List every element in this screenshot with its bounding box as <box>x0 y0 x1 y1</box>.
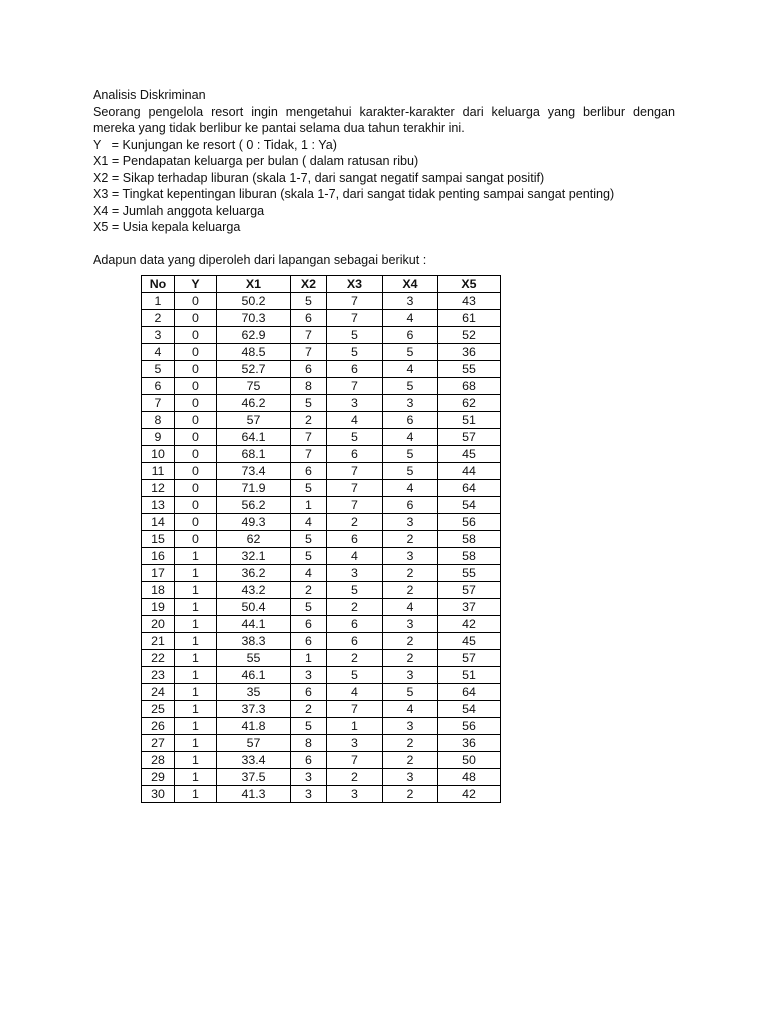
cell-x3: 6 <box>327 616 383 633</box>
cell-x4: 3 <box>383 718 438 735</box>
cell-no: 18 <box>142 582 175 599</box>
cell-no: 14 <box>142 514 175 531</box>
cell-x4: 2 <box>383 735 438 752</box>
cell-x5: 51 <box>438 412 501 429</box>
cell-x4: 3 <box>383 616 438 633</box>
definition-y: Y = Kunjungan ke resort ( 0 : Tidak, 1 : Ya) <box>93 137 337 152</box>
cell-y: 0 <box>175 361 217 378</box>
cell-x5: 48 <box>438 769 501 786</box>
cell-x1: 33.4 <box>217 752 291 769</box>
cell-x4: 2 <box>383 531 438 548</box>
cell-x5: 45 <box>438 446 501 463</box>
table-row <box>142 429 501 446</box>
cell-x3: 1 <box>327 718 383 735</box>
cell-x3: 2 <box>327 514 383 531</box>
cell-x5: 44 <box>438 463 501 480</box>
cell-x3: 3 <box>327 395 383 412</box>
table-header-row <box>142 276 501 293</box>
cell-x3: 6 <box>327 361 383 378</box>
cell-x5: 57 <box>438 429 501 446</box>
cell-x2: 6 <box>291 463 327 480</box>
definition-x4: X4 = Jumlah anggota keluarga <box>93 203 265 218</box>
table-row <box>142 514 501 531</box>
cell-x4: 2 <box>383 752 438 769</box>
document-text <box>93 87 675 269</box>
cell-y: 1 <box>175 582 217 599</box>
cell-x1: 36.2 <box>217 565 291 582</box>
table-row <box>142 548 501 565</box>
cell-x4: 5 <box>383 446 438 463</box>
cell-x4: 2 <box>383 633 438 650</box>
cell-x1: 50.4 <box>217 599 291 616</box>
cell-x4: 4 <box>383 361 438 378</box>
cell-no: 20 <box>142 616 175 633</box>
cell-x5: 52 <box>438 327 501 344</box>
cell-x2: 5 <box>291 480 327 497</box>
cell-x5: 50 <box>438 752 501 769</box>
cell-x1: 56.2 <box>217 497 291 514</box>
cell-x1: 50.2 <box>217 293 291 310</box>
cell-x2: 6 <box>291 684 327 701</box>
cell-x5: 55 <box>438 361 501 378</box>
cell-x5: 61 <box>438 310 501 327</box>
cell-no: 16 <box>142 548 175 565</box>
cell-x2: 8 <box>291 735 327 752</box>
cell-x4: 5 <box>383 344 438 361</box>
cell-no: 30 <box>142 786 175 803</box>
cell-x4: 3 <box>383 548 438 565</box>
definition-x1: X1 = Pendapatan keluarga per bulan ( dalam ratusan ribu) <box>93 154 419 168</box>
header-y: Y <box>175 276 217 293</box>
table-row <box>142 344 501 361</box>
cell-y: 1 <box>175 752 217 769</box>
cell-x4: 4 <box>383 429 438 446</box>
cell-y: 1 <box>175 565 217 582</box>
cell-no: 27 <box>142 735 175 752</box>
cell-x5: 56 <box>438 514 501 531</box>
cell-x4: 2 <box>383 650 438 667</box>
table-row <box>142 361 501 378</box>
cell-x2: 6 <box>291 361 327 378</box>
table-row <box>142 412 501 429</box>
cell-x2: 5 <box>291 599 327 616</box>
cell-x2: 7 <box>291 429 327 446</box>
cell-x5: 64 <box>438 684 501 701</box>
cell-x2: 4 <box>291 565 327 582</box>
cell-x4: 5 <box>383 684 438 701</box>
header-x2: X2 <box>291 276 327 293</box>
cell-x4: 3 <box>383 667 438 684</box>
header-no: No <box>142 276 175 293</box>
cell-x4: 4 <box>383 480 438 497</box>
cell-x5: 37 <box>438 599 501 616</box>
cell-x3: 3 <box>327 735 383 752</box>
cell-no: 1 <box>142 293 175 310</box>
table-row <box>142 786 501 803</box>
cell-x3: 5 <box>327 327 383 344</box>
cell-no: 21 <box>142 633 175 650</box>
cell-x3: 5 <box>327 344 383 361</box>
cell-no: 25 <box>142 701 175 718</box>
cell-x4: 5 <box>383 378 438 395</box>
cell-x3: 4 <box>327 548 383 565</box>
table-row <box>142 599 501 616</box>
cell-x4: 3 <box>383 514 438 531</box>
table-row <box>142 378 501 395</box>
cell-y: 0 <box>175 293 217 310</box>
cell-x5: 62 <box>438 395 501 412</box>
cell-y: 0 <box>175 378 217 395</box>
cell-x1: 73.4 <box>217 463 291 480</box>
cell-x3: 7 <box>327 480 383 497</box>
cell-x5: 55 <box>438 565 501 582</box>
cell-x1: 68.1 <box>217 446 291 463</box>
table-row <box>142 633 501 650</box>
cell-x3: 4 <box>327 684 383 701</box>
cell-no: 13 <box>142 497 175 514</box>
cell-y: 1 <box>175 633 217 650</box>
cell-x4: 3 <box>383 293 438 310</box>
cell-x3: 7 <box>327 293 383 310</box>
table-row <box>142 565 501 582</box>
document-title: Analisis Diskriminan <box>93 88 206 102</box>
cell-x2: 3 <box>291 769 327 786</box>
cell-x1: 48.5 <box>217 344 291 361</box>
cell-x5: 56 <box>438 718 501 735</box>
cell-y: 0 <box>175 446 217 463</box>
cell-x2: 5 <box>291 548 327 565</box>
cell-x4: 2 <box>383 582 438 599</box>
cell-x1: 55 <box>217 650 291 667</box>
cell-y: 0 <box>175 412 217 429</box>
table-row <box>142 718 501 735</box>
table-row <box>142 480 501 497</box>
cell-x2: 1 <box>291 497 327 514</box>
definition-x2: X2 = Sikap terhadap liburan (skala 1-7, dari sangat negatif sampai sangat positif) <box>93 170 545 185</box>
cell-x5: 57 <box>438 650 501 667</box>
cell-y: 0 <box>175 395 217 412</box>
cell-x4: 3 <box>383 769 438 786</box>
cell-x3: 2 <box>327 599 383 616</box>
table-row <box>142 752 501 769</box>
cell-x5: 58 <box>438 548 501 565</box>
cell-no: 11 <box>142 463 175 480</box>
cell-x4: 2 <box>383 565 438 582</box>
cell-x1: 37.5 <box>217 769 291 786</box>
cell-x3: 5 <box>327 429 383 446</box>
cell-x5: 45 <box>438 633 501 650</box>
cell-x1: 46.1 <box>217 667 291 684</box>
cell-x1: 71.9 <box>217 480 291 497</box>
cell-no: 26 <box>142 718 175 735</box>
cell-x4: 2 <box>383 786 438 803</box>
cell-no: 17 <box>142 565 175 582</box>
header-x5: X5 <box>438 276 501 293</box>
cell-y: 0 <box>175 480 217 497</box>
cell-x2: 2 <box>291 412 327 429</box>
cell-y: 0 <box>175 310 217 327</box>
cell-y: 0 <box>175 514 217 531</box>
table-row <box>142 650 501 667</box>
cell-x2: 1 <box>291 650 327 667</box>
header-x1: X1 <box>217 276 291 293</box>
cell-y: 1 <box>175 684 217 701</box>
cell-no: 9 <box>142 429 175 446</box>
table-row <box>142 310 501 327</box>
cell-y: 1 <box>175 735 217 752</box>
cell-x5: 64 <box>438 480 501 497</box>
cell-x1: 70.3 <box>217 310 291 327</box>
cell-x2: 5 <box>291 395 327 412</box>
cell-y: 0 <box>175 497 217 514</box>
cell-x5: 51 <box>438 667 501 684</box>
cell-x2: 4 <box>291 514 327 531</box>
table-row <box>142 293 501 310</box>
cell-x1: 41.3 <box>217 786 291 803</box>
cell-y: 0 <box>175 327 217 344</box>
cell-no: 10 <box>142 446 175 463</box>
cell-x5: 42 <box>438 786 501 803</box>
cell-y: 0 <box>175 344 217 361</box>
table-body <box>142 293 501 803</box>
cell-x2: 2 <box>291 701 327 718</box>
definition-x5: X5 = Usia kepala keluarga <box>93 220 241 234</box>
cell-x1: 75 <box>217 378 291 395</box>
cell-x3: 7 <box>327 497 383 514</box>
cell-y: 1 <box>175 548 217 565</box>
cell-x1: 35 <box>217 684 291 701</box>
cell-x2: 6 <box>291 752 327 769</box>
cell-x5: 42 <box>438 616 501 633</box>
cell-x3: 4 <box>327 412 383 429</box>
cell-x1: 57 <box>217 735 291 752</box>
cell-x5: 36 <box>438 344 501 361</box>
table-row <box>142 684 501 701</box>
cell-no: 3 <box>142 327 175 344</box>
problem-paragraph: Seorang pengelola resort ingin mengetahui karakter-karakter dari keluarga yang berlibur dengan mereka yang tidak berlibur ke pantai selama dua tahun terakhir ini. <box>93 104 675 135</box>
table-row <box>142 497 501 514</box>
cell-x2: 6 <box>291 310 327 327</box>
cell-no: 28 <box>142 752 175 769</box>
cell-x1: 41.8 <box>217 718 291 735</box>
cell-x4: 6 <box>383 497 438 514</box>
cell-x3: 3 <box>327 786 383 803</box>
cell-y: 1 <box>175 667 217 684</box>
cell-no: 7 <box>142 395 175 412</box>
cell-no: 5 <box>142 361 175 378</box>
cell-x5: 36 <box>438 735 501 752</box>
cell-x1: 43.2 <box>217 582 291 599</box>
table-row <box>142 395 501 412</box>
header-x3: X3 <box>327 276 383 293</box>
cell-x3: 6 <box>327 633 383 650</box>
data-intro: Adapun data yang diperoleh dari lapangan sebagai berikut : <box>93 253 427 267</box>
cell-x4: 5 <box>383 463 438 480</box>
cell-x3: 6 <box>327 531 383 548</box>
cell-x2: 5 <box>291 293 327 310</box>
cell-x2: 6 <box>291 616 327 633</box>
cell-x3: 7 <box>327 463 383 480</box>
cell-x1: 52.7 <box>217 361 291 378</box>
cell-no: 19 <box>142 599 175 616</box>
cell-x1: 46.2 <box>217 395 291 412</box>
cell-x3: 2 <box>327 650 383 667</box>
cell-x1: 64.1 <box>217 429 291 446</box>
cell-x5: 43 <box>438 293 501 310</box>
cell-no: 15 <box>142 531 175 548</box>
table-row <box>142 667 501 684</box>
cell-x3: 5 <box>327 667 383 684</box>
table-row <box>142 769 501 786</box>
cell-no: 4 <box>142 344 175 361</box>
cell-x2: 8 <box>291 378 327 395</box>
cell-x1: 44.1 <box>217 616 291 633</box>
cell-y: 1 <box>175 769 217 786</box>
cell-x4: 4 <box>383 701 438 718</box>
cell-x2: 6 <box>291 633 327 650</box>
cell-x5: 54 <box>438 701 501 718</box>
cell-y: 1 <box>175 616 217 633</box>
table-row <box>142 735 501 752</box>
cell-y: 1 <box>175 786 217 803</box>
table-row <box>142 327 501 344</box>
cell-x3: 7 <box>327 701 383 718</box>
cell-y: 1 <box>175 718 217 735</box>
cell-y: 0 <box>175 531 217 548</box>
spacer <box>93 236 675 253</box>
cell-x3: 7 <box>327 752 383 769</box>
table-row <box>142 616 501 633</box>
table-row <box>142 582 501 599</box>
cell-x1: 37.3 <box>217 701 291 718</box>
cell-x1: 49.3 <box>217 514 291 531</box>
cell-x4: 4 <box>383 310 438 327</box>
cell-x3: 5 <box>327 582 383 599</box>
cell-x4: 6 <box>383 412 438 429</box>
cell-no: 24 <box>142 684 175 701</box>
cell-x4: 3 <box>383 395 438 412</box>
cell-no: 6 <box>142 378 175 395</box>
cell-x2: 7 <box>291 327 327 344</box>
cell-x5: 54 <box>438 497 501 514</box>
table-row <box>142 701 501 718</box>
cell-x3: 2 <box>327 769 383 786</box>
table-row <box>142 531 501 548</box>
cell-x3: 3 <box>327 565 383 582</box>
cell-y: 1 <box>175 701 217 718</box>
definition-x3: X3 = Tingkat kepentingan liburan (skala 1-7, dari sangat tidak penting sampai sangat penting) <box>93 187 615 201</box>
cell-x1: 62 <box>217 531 291 548</box>
cell-x2: 2 <box>291 582 327 599</box>
table-row <box>142 463 501 480</box>
cell-y: 0 <box>175 429 217 446</box>
cell-no: 22 <box>142 650 175 667</box>
cell-no: 2 <box>142 310 175 327</box>
cell-x3: 7 <box>327 378 383 395</box>
cell-x4: 4 <box>383 599 438 616</box>
cell-x2: 5 <box>291 531 327 548</box>
cell-x5: 68 <box>438 378 501 395</box>
cell-no: 29 <box>142 769 175 786</box>
cell-x3: 6 <box>327 446 383 463</box>
cell-x3: 7 <box>327 310 383 327</box>
cell-x4: 6 <box>383 327 438 344</box>
data-table <box>141 275 501 803</box>
cell-x2: 5 <box>291 718 327 735</box>
cell-x1: 57 <box>217 412 291 429</box>
cell-no: 8 <box>142 412 175 429</box>
cell-x5: 58 <box>438 531 501 548</box>
cell-x2: 7 <box>291 344 327 361</box>
table-row <box>142 446 501 463</box>
cell-y: 0 <box>175 463 217 480</box>
cell-x1: 62.9 <box>217 327 291 344</box>
cell-x2: 7 <box>291 446 327 463</box>
cell-x1: 38.3 <box>217 633 291 650</box>
cell-x1: 32.1 <box>217 548 291 565</box>
header-x4: X4 <box>383 276 438 293</box>
cell-no: 12 <box>142 480 175 497</box>
cell-x5: 57 <box>438 582 501 599</box>
cell-y: 1 <box>175 650 217 667</box>
cell-x2: 3 <box>291 786 327 803</box>
cell-y: 1 <box>175 599 217 616</box>
cell-no: 23 <box>142 667 175 684</box>
cell-x2: 3 <box>291 667 327 684</box>
